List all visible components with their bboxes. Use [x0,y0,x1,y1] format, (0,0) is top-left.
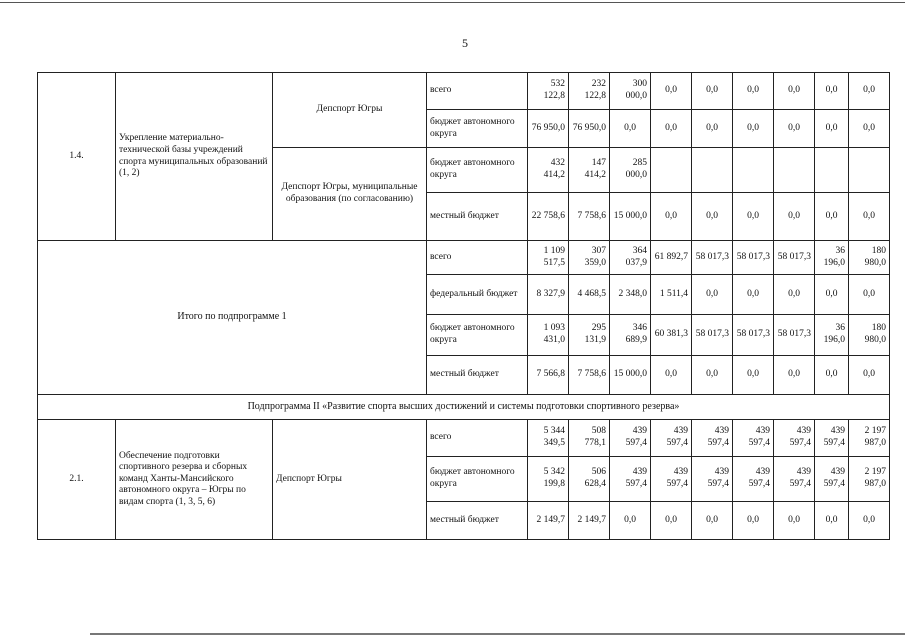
value-cell: 439 597,4 [815,457,849,502]
value-cell: 7 758,6 [569,356,610,395]
value-cell: 2 149,7 [528,502,569,540]
value-cell [774,148,815,193]
value-cell: 58 017,3 [733,241,774,275]
value-cell: 5 342 199,8 [528,457,569,502]
funding-source: бюджет автономного округа [427,315,528,356]
value-cell: 346 689,9 [610,315,651,356]
value-cell: 439 597,4 [815,420,849,457]
value-cell: 0,0 [651,73,692,110]
value-cell: 0,0 [692,275,733,315]
value-cell: 58 017,3 [733,315,774,356]
scan-edge-bottom [90,633,905,635]
value-cell: 0,0 [651,502,692,540]
value-cell: 439 597,4 [774,457,815,502]
item-code: 1.4. [38,73,116,241]
value-cell: 0,0 [815,73,849,110]
value-cell: 285 000,0 [610,148,651,193]
funding-source: бюджет автономного округа [427,148,528,193]
value-cell: 0,0 [774,73,815,110]
value-cell: 439 597,4 [610,420,651,457]
subtotal-label: Итого по подпрограмме 1 [38,241,427,395]
value-cell: 5 344 349,5 [528,420,569,457]
value-cell: 76 950,0 [569,110,610,148]
value-cell: 0,0 [815,275,849,315]
value-cell: 4 468,5 [569,275,610,315]
scan-edge-top [0,2,905,3]
value-cell: 61 892,7 [651,241,692,275]
value-cell [692,148,733,193]
table-row [38,73,890,110]
value-cell [733,148,774,193]
value-cell: 0,0 [774,502,815,540]
value-cell: 0,0 [849,356,890,395]
value-cell: 0,0 [733,110,774,148]
value-cell: 8 327,9 [528,275,569,315]
value-cell: 439 597,4 [651,420,692,457]
value-cell: 439 597,4 [733,420,774,457]
funding-source: всего [427,73,528,110]
value-cell: 0,0 [651,356,692,395]
value-cell: 0,0 [849,275,890,315]
value-cell: 0,0 [733,73,774,110]
value-cell: 36 196,0 [815,241,849,275]
value-cell: 0,0 [692,356,733,395]
value-cell: 0,0 [692,73,733,110]
value-cell: 432 414,2 [528,148,569,193]
executor: Депспорт Югры [273,420,427,540]
value-cell [849,148,890,193]
value-cell: 0,0 [815,502,849,540]
value-cell: 232 122,8 [569,73,610,110]
value-cell: 0,0 [733,275,774,315]
item-code: 2.1. [38,420,116,540]
executor: Депспорт Югры, муниципальные образования (по согласованию) [273,148,427,241]
value-cell: 439 597,4 [733,457,774,502]
value-cell: 0,0 [692,110,733,148]
subprogram-heading: Подпрограмма II «Развитие спорта высших достижений и системы подготовки спортивного резерва» [38,395,890,420]
value-cell: 58 017,3 [692,241,733,275]
funding-source: всего [427,241,528,275]
value-cell: 439 597,4 [692,457,733,502]
value-cell [815,148,849,193]
value-cell: 506 628,4 [569,457,610,502]
value-cell: 58 017,3 [774,315,815,356]
funding-source: бюджет автономного округа [427,457,528,502]
value-cell: 0,0 [733,356,774,395]
page-number: 5 [462,36,468,50]
value-cell: 0,0 [774,110,815,148]
value-cell: 0,0 [651,193,692,241]
value-cell: 2 197 987,0 [849,457,890,502]
funding-source: федеральный бюджет [427,275,528,315]
value-cell [651,148,692,193]
budget-table [37,72,890,540]
value-cell: 1 093 431,0 [528,315,569,356]
funding-source: бюджет автономного округа [427,110,528,148]
value-cell: 439 597,4 [692,420,733,457]
item-title: Обеспечение подготовки спортивного резерва и сборных команд Ханты-Мансийского автономного округа – Югры по видам спорта (1, 3, 5, 6) [116,420,273,540]
value-cell: 15 000,0 [610,356,651,395]
value-cell: 2 149,7 [569,502,610,540]
value-cell: 180 980,0 [849,241,890,275]
value-cell: 532 122,8 [528,73,569,110]
value-cell: 439 597,4 [610,457,651,502]
value-cell: 58 017,3 [692,315,733,356]
value-cell: 36 196,0 [815,315,849,356]
value-cell: 0,0 [610,110,651,148]
value-cell: 0,0 [815,110,849,148]
funding-source: местный бюджет [427,502,528,540]
value-cell: 0,0 [815,356,849,395]
value-cell: 439 597,4 [774,420,815,457]
value-cell: 0,0 [692,193,733,241]
value-cell: 439 597,4 [651,457,692,502]
value-cell: 58 017,3 [774,241,815,275]
value-cell: 0,0 [815,193,849,241]
executor: Депспорт Югры [273,73,427,148]
value-cell: 147 414,2 [569,148,610,193]
value-cell: 7 566,8 [528,356,569,395]
value-cell: 7 758,6 [569,193,610,241]
value-cell: 15 000,0 [610,193,651,241]
value-cell: 0,0 [849,502,890,540]
value-cell: 1 511,4 [651,275,692,315]
value-cell: 0,0 [849,73,890,110]
value-cell: 1 109 517,5 [528,241,569,275]
funding-source: местный бюджет [427,356,528,395]
value-cell: 300 000,0 [610,73,651,110]
value-cell: 0,0 [610,502,651,540]
value-cell: 364 037,9 [610,241,651,275]
item-title: Укрепление материально-технической базы учреждений спорта муниципальных образований (1, 2) [116,73,273,241]
value-cell: 0,0 [849,193,890,241]
table-row [38,241,890,275]
value-cell: 22 758,6 [528,193,569,241]
value-cell: 180 980,0 [849,315,890,356]
value-cell: 0,0 [774,193,815,241]
value-cell: 0,0 [733,193,774,241]
value-cell: 0,0 [733,502,774,540]
funding-source: местный бюджет [427,193,528,241]
subprogram-heading-row [38,395,890,420]
table-row [38,420,890,457]
value-cell: 0,0 [774,275,815,315]
value-cell: 2 348,0 [610,275,651,315]
value-cell: 2 197 987,0 [849,420,890,457]
value-cell: 60 381,3 [651,315,692,356]
value-cell: 295 131,9 [569,315,610,356]
funding-source: всего [427,420,528,457]
value-cell: 0,0 [692,502,733,540]
value-cell: 76 950,0 [528,110,569,148]
value-cell: 0,0 [651,110,692,148]
value-cell: 0,0 [774,356,815,395]
value-cell: 307 359,0 [569,241,610,275]
value-cell: 0,0 [849,110,890,148]
value-cell: 508 778,1 [569,420,610,457]
